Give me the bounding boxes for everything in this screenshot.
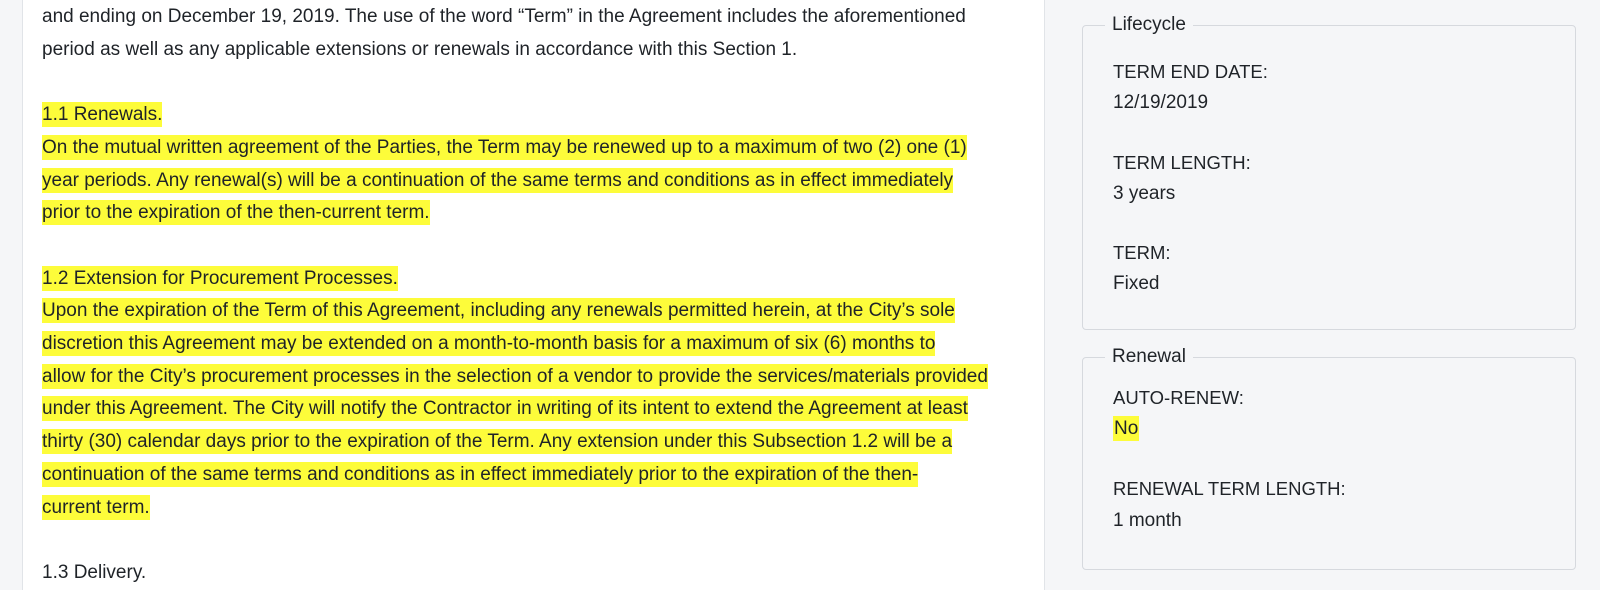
intro-line: and ending on December 19, 2019. The use of the word “Term” in the Agreement includes the aforementioned: [42, 6, 966, 27]
lifecycle-group: [1082, 14, 1576, 330]
section-1-3: [42, 557, 1032, 590]
highlighted-clause-line[interactable]: Upon the expiration of the Term of this Agreement, including any renewals permitted herein, at the City’s sole: [42, 300, 955, 322]
document-pane[interactable]: [22, 0, 1045, 590]
intro-line: period as well as any applicable extensions or renewals in accordance with this Section 1.: [42, 38, 798, 60]
metadata-sidebar: [1046, 0, 1600, 590]
section-1-2: [42, 263, 1032, 525]
section-heading-renewals[interactable]: 1.1 Renewals.: [42, 104, 163, 126]
intro-paragraph: [42, 1, 1032, 66]
auto-renew-label: AUTO-RENEW:: [1113, 387, 1244, 408]
document-text: [42, 1, 1032, 590]
highlighted-clause-line[interactable]: under this Agreement. The City will notify the Contractor in writing of its intent to extend the Agreement at least: [42, 398, 968, 420]
highlighted-clause-line[interactable]: current term.: [42, 496, 150, 518]
section-1-1: [42, 99, 1032, 230]
auto-renew-value: [1113, 417, 1139, 441]
term-end-date-label: TERM END DATE:: [1113, 61, 1268, 82]
highlighted-clause-line[interactable]: On the mutual written agreement of the Parties, the Term may be renewed up to a maximum of two (2) one (1): [42, 136, 967, 158]
auto-renew-highlight[interactable]: No: [1114, 418, 1139, 439]
highlighted-clause-line[interactable]: discretion this Agreement may be extended on a month-to-month basis for a maximum of six (6) months to: [42, 333, 936, 354]
term-length-value: 3 years: [1113, 183, 1176, 204]
term-type-label: TERM:: [1113, 242, 1171, 263]
lifecycle-legend: Lifecycle: [1105, 13, 1193, 37]
highlighted-clause-line[interactable]: prior to the expiration of the then-current term.: [42, 202, 430, 224]
term-type-value: Fixed: [1113, 273, 1160, 294]
highlighted-clause-line[interactable]: year periods. Any renewal(s) will be a continuation of the same terms and conditions as in effect immediately: [42, 169, 954, 191]
renewal-legend: Renewal: [1105, 345, 1193, 369]
renewal-term-length-label: RENEWAL TERM LENGTH:: [1113, 478, 1346, 499]
highlighted-clause-line[interactable]: continuation of the same terms and conditions as in effect immediately prior to the expiration of the then-: [42, 463, 919, 485]
highlighted-clause-line[interactable]: allow for the City’s procurement processes in the selection of a vendor to provide the services/materials provided: [42, 365, 988, 387]
section-heading-extension[interactable]: 1.2 Extension for Procurement Processes.: [42, 267, 398, 289]
term-length-label: TERM LENGTH:: [1113, 152, 1251, 173]
highlighted-clause-line[interactable]: thirty (30) calendar days prior to the expiration of the Term. Any extension under this Subsection 1.2 will be a: [42, 431, 953, 453]
term-end-date-value: 12/19/2019: [1113, 92, 1209, 113]
section-heading-delivery: 1.3 Delivery.: [42, 561, 147, 583]
renewal-term-length-value: 1 month: [1113, 510, 1182, 531]
renewal-group: [1082, 346, 1576, 570]
